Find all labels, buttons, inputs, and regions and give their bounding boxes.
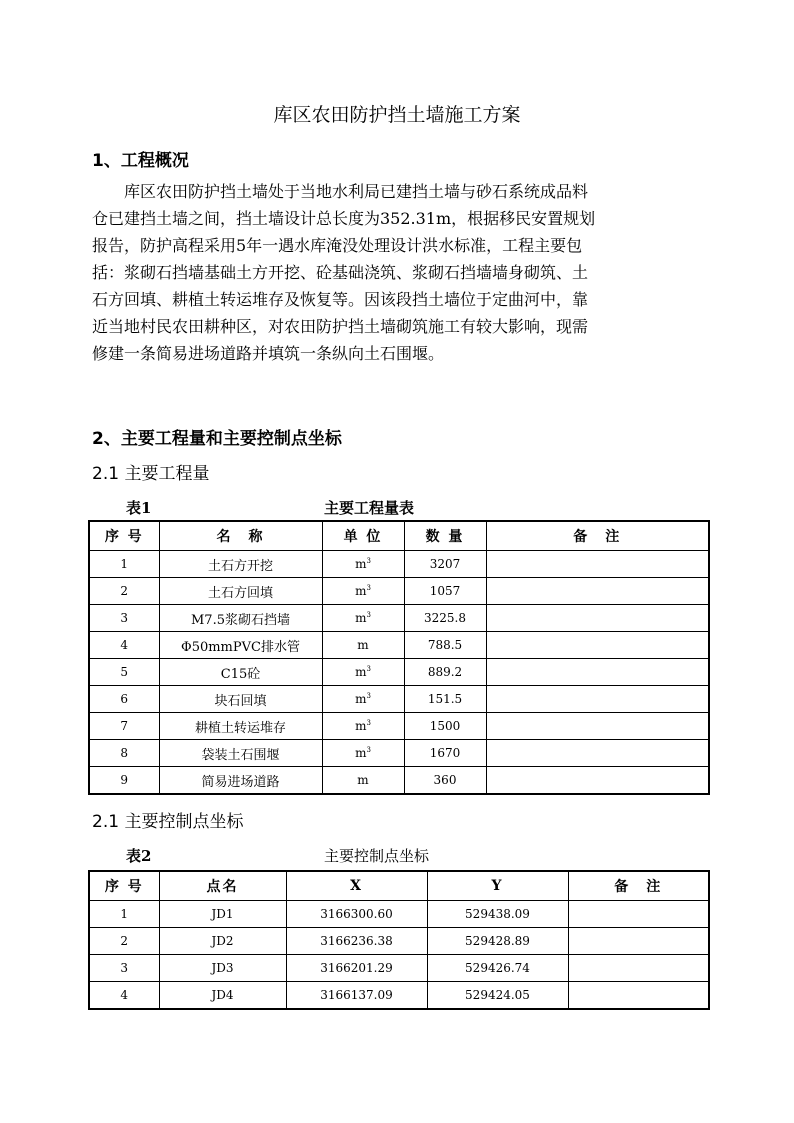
header-no: 序 号	[89, 871, 159, 901]
unit-text: m	[355, 584, 367, 598]
table-2-title: 主要控制点坐标	[324, 847, 430, 865]
cell-no: 5	[89, 659, 159, 686]
cell-note	[486, 551, 709, 578]
cell-note	[568, 955, 709, 982]
cell-name: 袋装土石围堰	[159, 740, 322, 767]
cell-y: 529424.05	[427, 982, 568, 1010]
paragraph-line: 近当地村民农田耕种区，对农田防护挡土墙砌筑施工有较大影响，现需	[92, 317, 589, 336]
unit-superscript: 3	[366, 746, 371, 754]
cell-note	[486, 659, 709, 686]
cell-qty: 360	[404, 767, 486, 795]
cell-name: 块石回填	[159, 686, 322, 713]
paragraph-line: 括：浆砌石挡墙基础土方开挖、砼基础浇筑、浆砌石挡墙墙身砌筑、土	[92, 263, 589, 282]
cell-point-name: JD4	[159, 982, 286, 1010]
table-1-title: 主要工程量表	[324, 499, 415, 517]
table-row	[89, 713, 709, 740]
document-title: 库区农田防护挡土墙施工方案	[273, 104, 521, 126]
table-row	[89, 767, 709, 795]
subsection-2-1-heading: 2.1 主要工程量	[92, 464, 210, 484]
cell-note	[568, 901, 709, 928]
cell-unit	[322, 578, 404, 605]
cell-no: 2	[89, 928, 159, 955]
cell-note	[486, 605, 709, 632]
cell-no: 3	[89, 955, 159, 982]
cell-x: 3166137.09	[286, 982, 427, 1010]
table-row	[89, 928, 709, 955]
cell-name: M7.5浆砌石挡墙	[159, 605, 322, 632]
cell-y: 529426.74	[427, 955, 568, 982]
cell-no: 3	[89, 605, 159, 632]
paragraph-line: 修建一条简易进场道路并填筑一条纵向土石围堰。	[92, 344, 445, 363]
cell-note	[486, 686, 709, 713]
cell-x: 3166300.60	[286, 901, 427, 928]
cell-qty: 788.5	[404, 632, 486, 659]
cell-y: 529438.09	[427, 901, 568, 928]
cell-name: 耕植土转运堆存	[159, 713, 322, 740]
cell-name: Φ50mmPVC排水管	[159, 632, 322, 659]
unit-superscript: 3	[366, 719, 371, 727]
cell-no: 6	[89, 686, 159, 713]
table-1-label: 表1	[126, 499, 152, 517]
section-2-heading: 2、主要工程量和主要控制点坐标	[92, 429, 342, 449]
cell-unit	[322, 659, 404, 686]
cell-note	[486, 740, 709, 767]
cell-unit	[322, 686, 404, 713]
header-y: Y	[427, 871, 568, 901]
cell-qty: 3225.8	[404, 605, 486, 632]
cell-point-name: JD3	[159, 955, 286, 982]
table-row	[89, 686, 709, 713]
header-name: 名 称	[159, 521, 322, 551]
unit-text: m	[357, 773, 369, 787]
cell-x: 3166236.38	[286, 928, 427, 955]
unit-superscript: 3	[366, 692, 371, 700]
cell-unit	[322, 632, 404, 659]
cell-note	[486, 767, 709, 795]
paragraph-line: 仓已建挡土墙之间，挡土墙设计总长度为352.31m，根据移民安置规划	[92, 209, 596, 228]
cell-note	[486, 578, 709, 605]
unit-text: m	[355, 665, 367, 679]
unit-text: m	[355, 557, 367, 571]
table-row	[89, 632, 709, 659]
cell-name: 土石方回填	[159, 578, 322, 605]
cell-unit	[322, 551, 404, 578]
cell-no: 1	[89, 901, 159, 928]
subsection-2-2-heading: 2.1 主要控制点坐标	[92, 812, 244, 832]
cell-unit	[322, 767, 404, 795]
cell-no: 4	[89, 982, 159, 1010]
unit-text: m	[357, 638, 369, 652]
unit-text: m	[355, 692, 367, 706]
cell-qty: 1670	[404, 740, 486, 767]
cell-note	[486, 713, 709, 740]
cell-note	[568, 928, 709, 955]
unit-superscript: 3	[366, 584, 371, 592]
cell-qty: 151.5	[404, 686, 486, 713]
header-x: X	[286, 871, 427, 901]
header-unit: 单 位	[322, 521, 404, 551]
table-2-label: 表2	[126, 847, 152, 865]
cell-qty: 1057	[404, 578, 486, 605]
cell-point-name: JD1	[159, 901, 286, 928]
header-point-name: 点名	[159, 871, 286, 901]
cell-name: 土石方开挖	[159, 551, 322, 578]
table-header-row	[89, 871, 709, 901]
header-note: 备 注	[568, 871, 709, 901]
cell-note	[568, 982, 709, 1010]
section-1-heading: 1、工程概况	[92, 151, 189, 171]
control-points-table-body	[89, 901, 709, 1010]
control-points-table	[88, 870, 710, 1010]
header-no: 序 号	[89, 521, 159, 551]
paragraph-line: 石方回填、耕植土转运堆存及恢复等。因该段挡土墙位于定曲河中，靠	[92, 290, 589, 309]
unit-text: m	[355, 746, 367, 760]
cell-name: 简易进场道路	[159, 767, 322, 795]
cell-note	[486, 632, 709, 659]
cell-no: 9	[89, 767, 159, 795]
unit-superscript: 3	[366, 557, 371, 565]
section-1-paragraph	[92, 178, 712, 367]
quantities-table-body	[89, 551, 709, 795]
cell-unit	[322, 605, 404, 632]
cell-no: 2	[89, 578, 159, 605]
unit-text: m	[355, 719, 367, 733]
paragraph-line: 报告，防护高程采用5年一遇水库淹没处理设计洪水标准，工程主要包	[92, 236, 583, 255]
unit-text: m	[355, 611, 367, 625]
cell-qty: 889.2	[404, 659, 486, 686]
unit-superscript: 3	[366, 611, 371, 619]
cell-unit	[322, 740, 404, 767]
cell-qty: 3207	[404, 551, 486, 578]
table-row	[89, 605, 709, 632]
table-row	[89, 955, 709, 982]
table-row	[89, 659, 709, 686]
cell-name: C15砼	[159, 659, 322, 686]
unit-superscript: 3	[366, 665, 371, 673]
table-row	[89, 740, 709, 767]
cell-unit	[322, 713, 404, 740]
table-row	[89, 551, 709, 578]
cell-x: 3166201.29	[286, 955, 427, 982]
cell-no: 7	[89, 713, 159, 740]
cell-no: 8	[89, 740, 159, 767]
table-row	[89, 982, 709, 1010]
header-note: 备 注	[486, 521, 709, 551]
cell-no: 1	[89, 551, 159, 578]
cell-qty: 1500	[404, 713, 486, 740]
table-row	[89, 901, 709, 928]
header-qty: 数 量	[404, 521, 486, 551]
paragraph-line: 库区农田防护挡土墙处于当地水利局已建挡土墙与砂石系统成品料	[92, 182, 589, 201]
cell-no: 4	[89, 632, 159, 659]
table-row	[89, 578, 709, 605]
table-header-row	[89, 521, 709, 551]
quantities-table	[88, 520, 710, 795]
cell-y: 529428.89	[427, 928, 568, 955]
cell-point-name: JD2	[159, 928, 286, 955]
